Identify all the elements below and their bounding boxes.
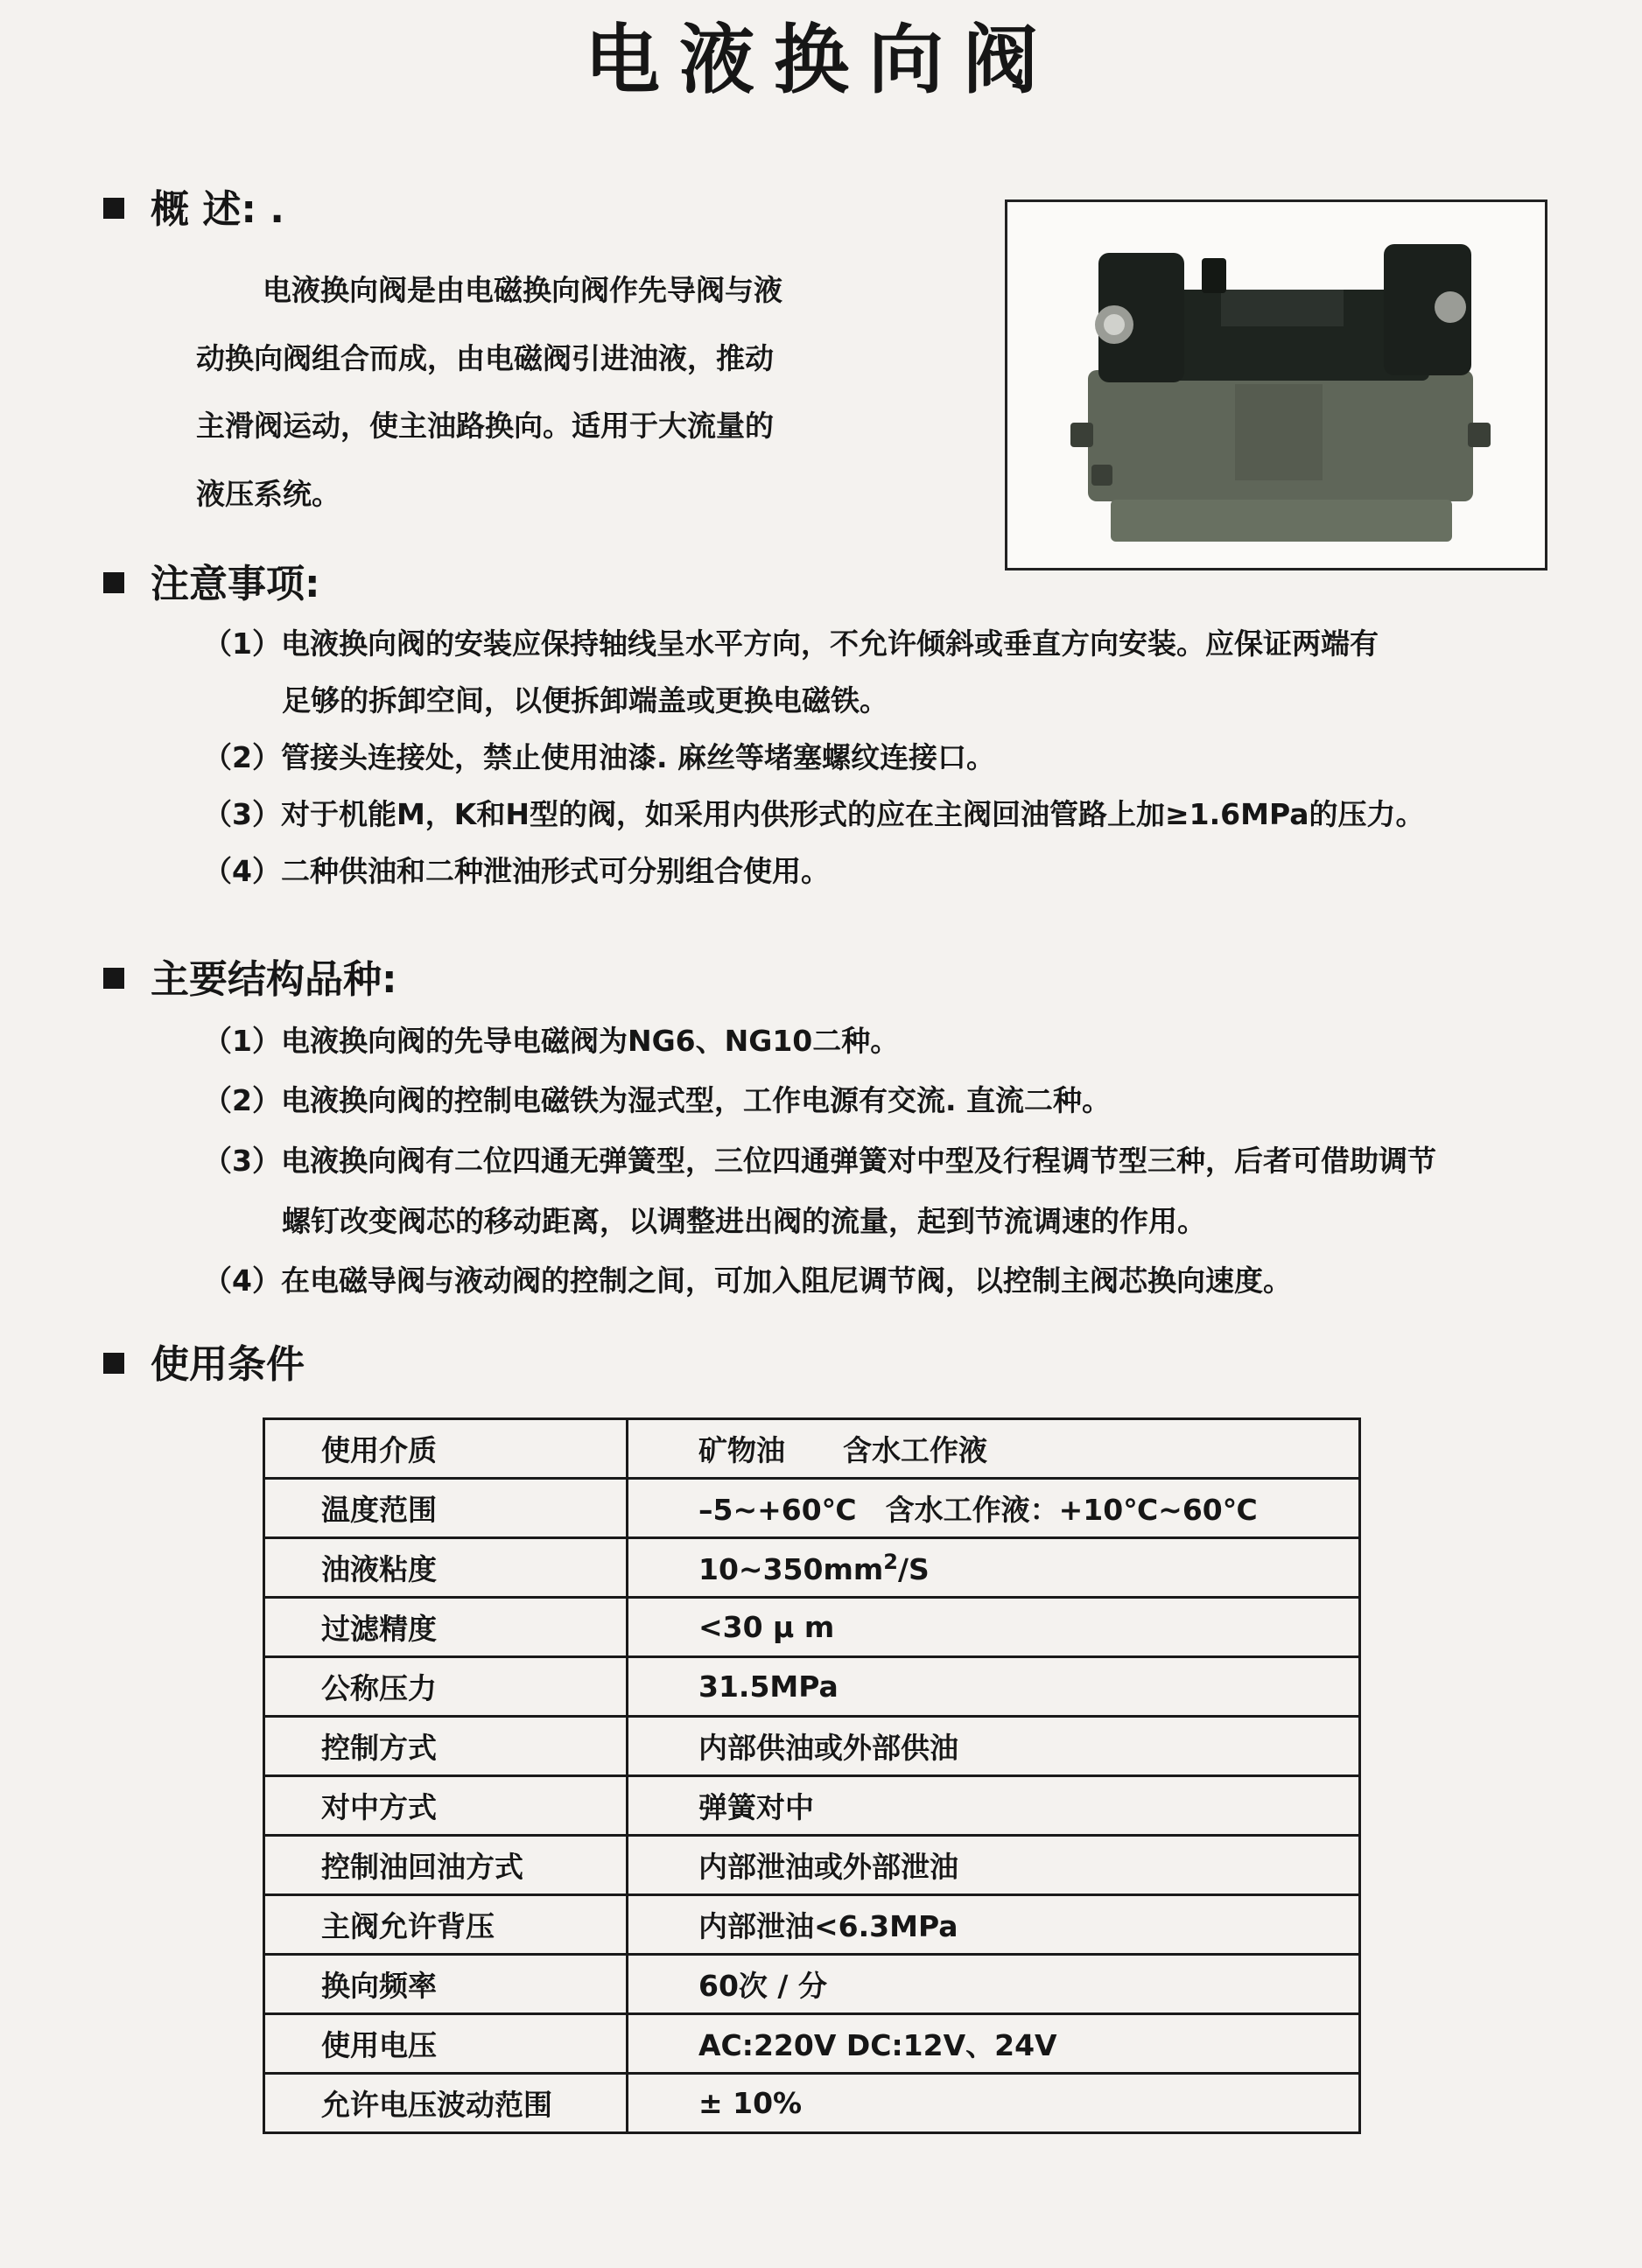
table-row [264,1657,1360,1717]
row-label: 使用介质 [264,1419,628,1479]
square-bullet-icon [103,968,124,989]
overview-heading-text: 概 述: . [151,187,284,232]
row-label: 控制油回油方式 [264,1836,628,1895]
row-value: AC:220V DC:12V、24V [628,2014,1360,2074]
viscosity-unit: /S [897,1551,930,1586]
row-label: 公称压力 [264,1657,628,1717]
structure-line: 螺钉改变阀芯的移动距离，以调整进出阀的流量，起到节流调速的作用。 [282,1204,1206,1238]
square-bullet-icon [103,1353,124,1374]
table-row [264,1419,1360,1479]
notes-heading [103,560,320,609]
table-row [264,1598,1360,1657]
row-value: 内部供油或外部供油 [628,1717,1360,1776]
structure-line: （2）电液换向阀的控制电磁铁为湿式型，工作电源有交流. 直流二种。 [203,1083,1111,1117]
table-row [264,2074,1360,2133]
notes-line: （4）二种供油和二种泄油形式可分别组合使用。 [203,854,830,888]
row-value: –5~+60℃ 含水工作液：+10℃~60℃ [628,1479,1360,1538]
structure-heading-text: 主要结构品种: [151,957,397,1002]
overview-line: 主滑阀运动，使主油路换向。适用于大流量的 [196,409,774,443]
row-label: 温度范围 [264,1479,628,1538]
row-value: ± 10% [628,2074,1360,2133]
table-row [264,1836,1360,1895]
product-photo [1005,200,1547,570]
row-label: 过滤精度 [264,1598,628,1657]
row-label: 允许电压波动范围 [264,2074,628,2133]
page-title: 电液换向阀 [585,17,1057,104]
notes-line: （3）对于机能M，K和H型的阀，如采用内供形式的应在主阀回油管路上加≥1.6MPa的压力。 [203,797,1425,831]
table-row [264,1955,1360,2014]
notes-line: 足够的拆卸空间，以便拆卸端盖或更换电磁铁。 [282,683,888,718]
table-row [264,1776,1360,1836]
notes-line: （2）管接头连接处，禁止使用油漆. 麻丝等堵塞螺纹连接口。 [203,740,995,774]
overview-line: 电液换向阀是由电磁换向阀作先导阀与液 [263,273,782,307]
viscosity-exponent: 2 [883,1549,898,1574]
square-bullet-icon [103,572,124,593]
row-label: 使用电压 [264,2014,628,2074]
square-bullet-icon [103,198,124,219]
valve-image [1007,202,1545,568]
notes-heading-text: 注意事项: [151,562,320,606]
notes-line: （1）电液换向阀的安装应保持轴线呈水平方向，不允许倾斜或垂直方向安装。应保证两端有 [203,626,1379,661]
row-value: 内部泄油或外部泄油 [628,1836,1360,1895]
table-row [264,1717,1360,1776]
row-label: 对中方式 [264,1776,628,1836]
row-value: 60次 / 分 [628,1955,1360,2014]
row-value: 矿物油 含水工作液 [628,1419,1360,1479]
row-label: 换向频率 [264,1955,628,2014]
table-row [264,1895,1360,1955]
structure-line: （3）电液换向阀有二位四通无弹簧型，三位四通弹簧对中型及行程调节型三种，后者可借助调节 [203,1144,1436,1178]
table-row [264,1538,1360,1598]
structure-heading [103,956,397,1004]
conditions-heading-text: 使用条件 [151,1342,305,1387]
row-label: 主阀允许背压 [264,1895,628,1955]
table-row [264,2014,1360,2074]
structure-line: （1）电液换向阀的先导电磁阀为NG6、NG10二种。 [203,1024,900,1058]
row-value: <30 μ m [628,1598,1360,1657]
row-value: 31.5MPa [628,1657,1360,1717]
overview-line: 液压系统。 [196,477,340,511]
conditions-heading [103,1340,305,1390]
conditions-table [263,1418,1361,2134]
table-row [264,1479,1360,1538]
overview-heading [103,186,284,234]
row-label: 油液粘度 [264,1538,628,1598]
structure-line: （4）在电磁导阀与液动阀的控制之间，可加入阻尼调节阀，以控制主阀芯换向速度。 [203,1264,1292,1298]
row-value: 弹簧对中 [628,1776,1360,1836]
row-label: 控制方式 [264,1717,628,1776]
viscosity-value: 10~350mm [698,1551,884,1586]
row-value: 内部泄油<6.3MPa [628,1895,1360,1955]
row-value [628,1538,1360,1598]
overview-line: 动换向阀组合而成，由电磁阀引进油液，推动 [196,341,774,375]
